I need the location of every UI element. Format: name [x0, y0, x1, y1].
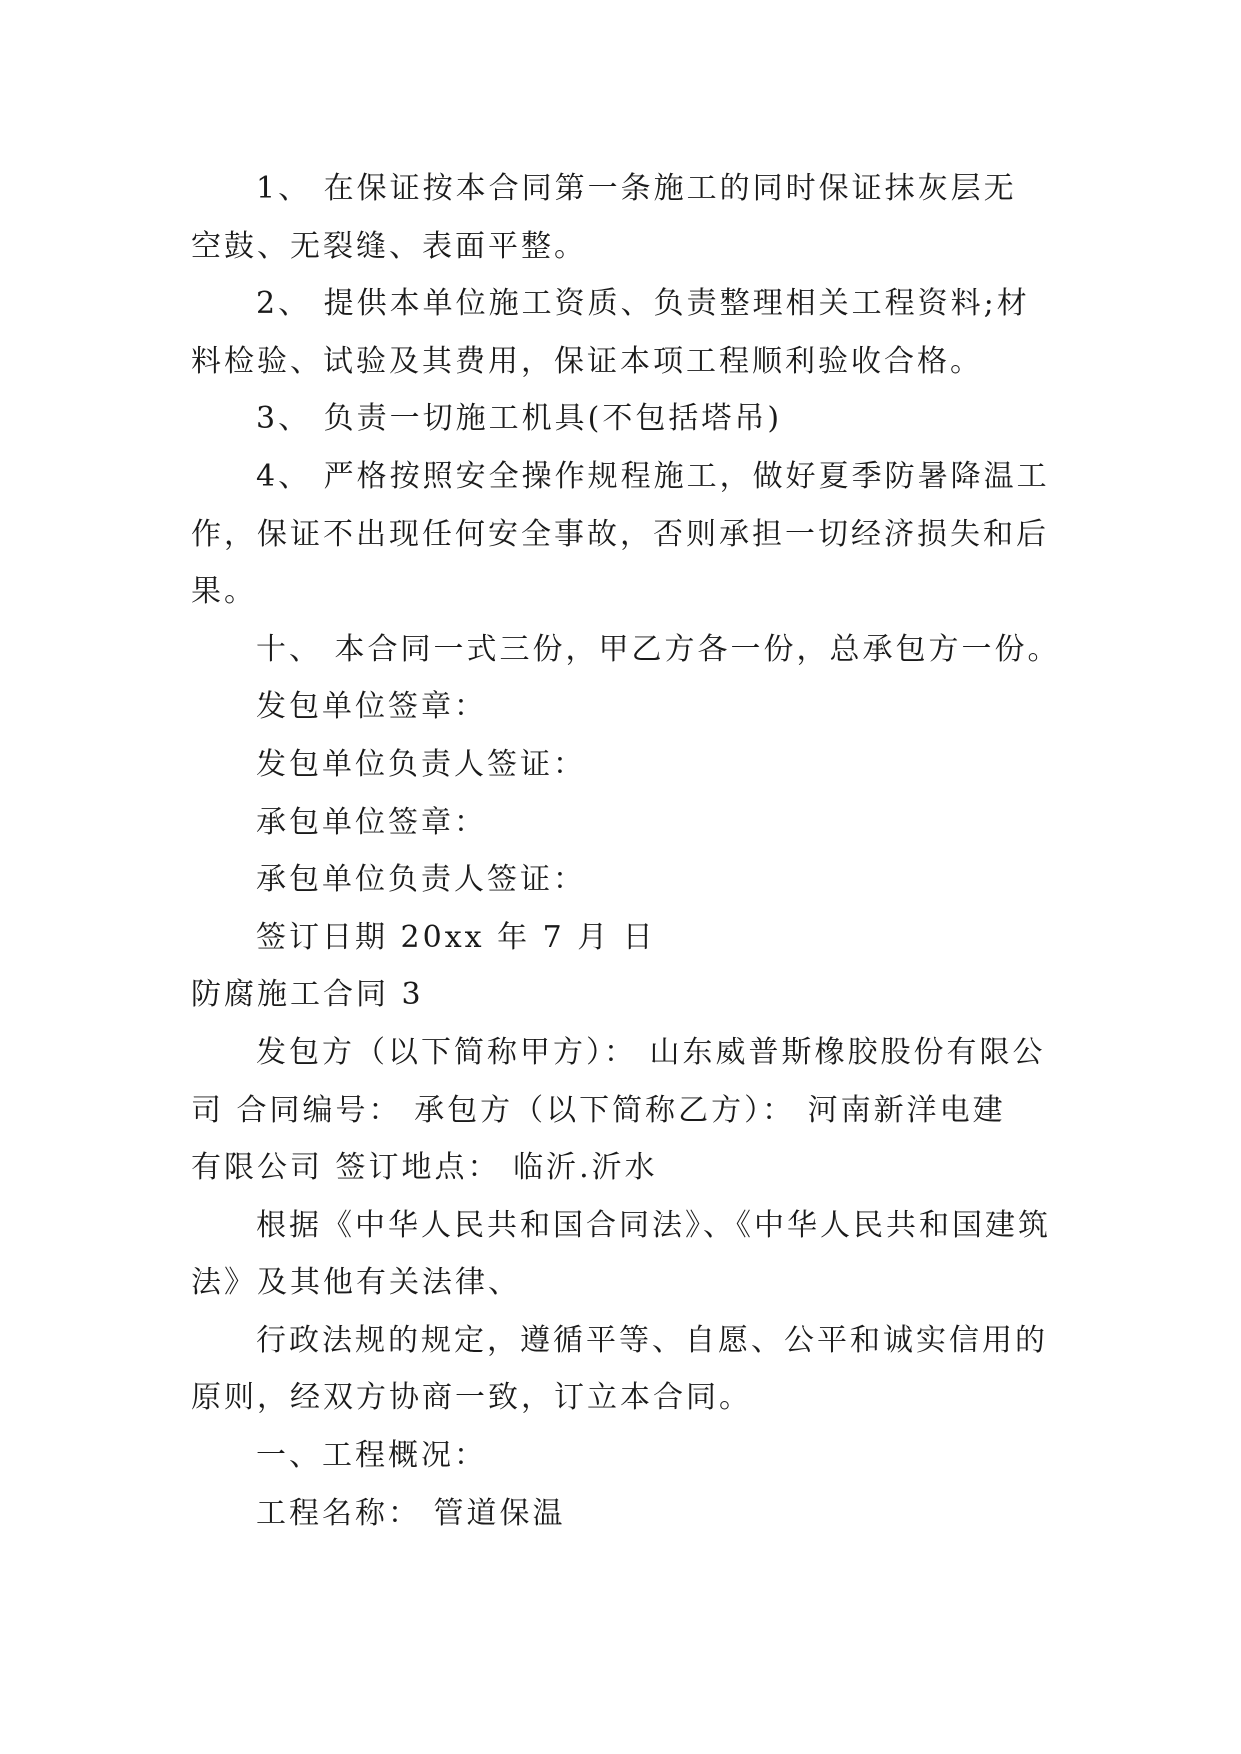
- text-line: 原则，经双方协商一致，订立本合同。: [191, 1380, 752, 1416]
- text-line: 发包方（以下简称甲方）： 山东威普斯橡胶股份有限公: [256, 1034, 1046, 1070]
- text-line: 工程名称： 管道保温: [256, 1495, 566, 1531]
- text-line: 法》及其他有关法律、: [191, 1265, 521, 1301]
- text-line: 2、 提供本单位施工资质、负责整理相关工程资料;材: [256, 286, 1030, 322]
- signature-label: 承包单位负责人签证：: [256, 862, 586, 898]
- signature-label: 发包单位签章：: [256, 689, 487, 725]
- signature-label: 承包单位签章：: [256, 804, 487, 840]
- text-line: 1、 在保证按本合同第一条施工的同时保证抹灰层无: [256, 171, 1017, 206]
- text-line: 4、 严格按照安全操作规程施工，做好夏季防暑降温工: [256, 458, 1050, 494]
- text-line: 3、 负责一切施工机具(不包括塔吊): [256, 401, 783, 437]
- signing-date: 签订日期 20xx 年 7 月 日: [256, 919, 656, 955]
- document-body: [191, 160, 1061, 1542]
- text-line: 十、 本合同一式三份，甲乙方各一份，总承包方一份。: [256, 631, 1061, 667]
- text-line: 司 合同编号： 承包方（以下简称乙方）： 河南新洋电建: [191, 1092, 1006, 1128]
- text-line: 行政法规的规定，遵循平等、自愿、公平和诚实信用的: [256, 1322, 1048, 1358]
- text-line: 有限公司 签订地点： 临沂.沂水: [191, 1150, 658, 1186]
- signature-label: 发包单位负责人签证：: [256, 746, 586, 782]
- text-line: 根据《中华人民共和国合同法》、《中华人民共和国建筑: [256, 1207, 1051, 1243]
- text-line: 料检验、试验及其费用，保证本项工程顺利验收合格。: [191, 343, 983, 379]
- section-title: 防腐施工合同 3: [191, 977, 424, 1013]
- text-line: 一、工程概况：: [256, 1438, 487, 1474]
- text-line: 作，保证不出现任何安全事故，否则承担一切经济损失和后: [191, 516, 1049, 552]
- text-line: 空鼓、无裂缝、表面平整。: [191, 228, 587, 264]
- text-line: 果。: [191, 574, 257, 610]
